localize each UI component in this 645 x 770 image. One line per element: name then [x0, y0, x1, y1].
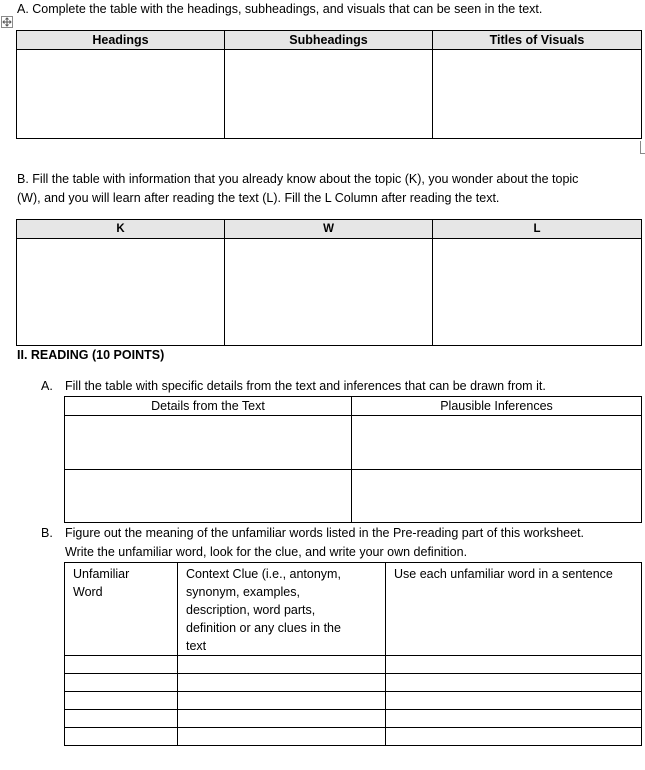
table-cell[interactable]	[178, 674, 386, 692]
reading-b-instruction-line2: Write the unfamiliar word, look for the clue, and write your own definition.	[65, 545, 468, 559]
column-header-details: Details from the Text	[65, 397, 352, 416]
table-cell[interactable]	[65, 710, 178, 728]
column-header-w: W	[225, 220, 433, 239]
table-cell[interactable]	[178, 728, 386, 746]
context-clue-label-line: text	[186, 639, 207, 653]
column-header-titles-of-visuals: Titles of Visuals	[433, 31, 642, 50]
table-cell[interactable]	[352, 470, 642, 523]
unfamiliar-word-label-line1: Unfamiliar	[73, 567, 130, 581]
table-cell[interactable]	[225, 239, 433, 346]
table-cell[interactable]	[433, 50, 642, 139]
table-cell[interactable]	[65, 692, 178, 710]
details-inferences-table	[64, 396, 642, 523]
table-cell[interactable]	[386, 656, 642, 674]
context-clue-label-line: description, word parts,	[186, 603, 316, 617]
table-cell[interactable]	[433, 239, 642, 346]
reading-a-instruction: Fill the table with specific details from the text and inferences that can be drawn from it.	[65, 379, 546, 393]
context-clue-label-line: synonym, examples,	[186, 585, 300, 599]
table-cell[interactable]	[178, 692, 386, 710]
table-cell[interactable]	[386, 710, 642, 728]
table-cell[interactable]	[65, 656, 178, 674]
column-header-k: K	[17, 220, 225, 239]
table-cell[interactable]	[65, 674, 178, 692]
part-a-instruction: A. Complete the table with the headings, subheadings, and visuals that can be seen in the text.	[17, 2, 543, 16]
column-header-inferences: Plausible Inferences	[352, 397, 642, 416]
table-cell[interactable]	[178, 710, 386, 728]
table-cell[interactable]	[65, 416, 352, 470]
table-cell[interactable]	[386, 674, 642, 692]
use-in-sentence-label: Use each unfamiliar word in a sentence	[394, 567, 613, 581]
column-header-headings: Headings	[17, 31, 225, 50]
column-header-subheadings: Subheadings	[225, 31, 433, 50]
headings-table	[16, 30, 642, 139]
table-cell[interactable]	[352, 416, 642, 470]
column-header-context-clue	[178, 563, 386, 656]
context-clue-label-line: definition or any clues in the	[186, 621, 341, 635]
column-header-use-in-sentence	[386, 563, 642, 656]
table-resize-corner[interactable]	[640, 141, 645, 154]
reading-b-instruction-line1: Figure out the meaning of the unfamiliar words listed in the Pre-reading part of this worksheet.	[65, 526, 585, 540]
table-cell[interactable]	[386, 692, 642, 710]
unfamiliar-word-label-line2: Word	[73, 585, 103, 599]
reading-section-heading: II. READING (10 POINTS)	[17, 348, 165, 362]
table-move-handle-icon[interactable]	[1, 16, 13, 28]
reading-a-marker: A.	[41, 379, 53, 393]
part-b-instruction-line1: B. Fill the table with information that you already know about the topic (K), you wonder about the topic	[17, 172, 579, 186]
kwl-table	[16, 219, 642, 346]
table-cell[interactable]	[17, 239, 225, 346]
part-b-instruction-line2: (W), and you will learn after reading the text (L). Fill the L Column after reading the text.	[17, 191, 500, 205]
table-cell[interactable]	[225, 50, 433, 139]
reading-b-marker: B.	[41, 526, 53, 540]
table-cell[interactable]	[17, 50, 225, 139]
column-header-l: L	[433, 220, 642, 239]
table-cell[interactable]	[65, 470, 352, 523]
vocabulary-table	[64, 562, 642, 746]
table-cell[interactable]	[386, 728, 642, 746]
table-cell[interactable]	[178, 656, 386, 674]
column-header-unfamiliar-word	[65, 563, 178, 656]
context-clue-label-line: Context Clue (i.e., antonym,	[186, 567, 341, 581]
table-cell[interactable]	[65, 728, 178, 746]
